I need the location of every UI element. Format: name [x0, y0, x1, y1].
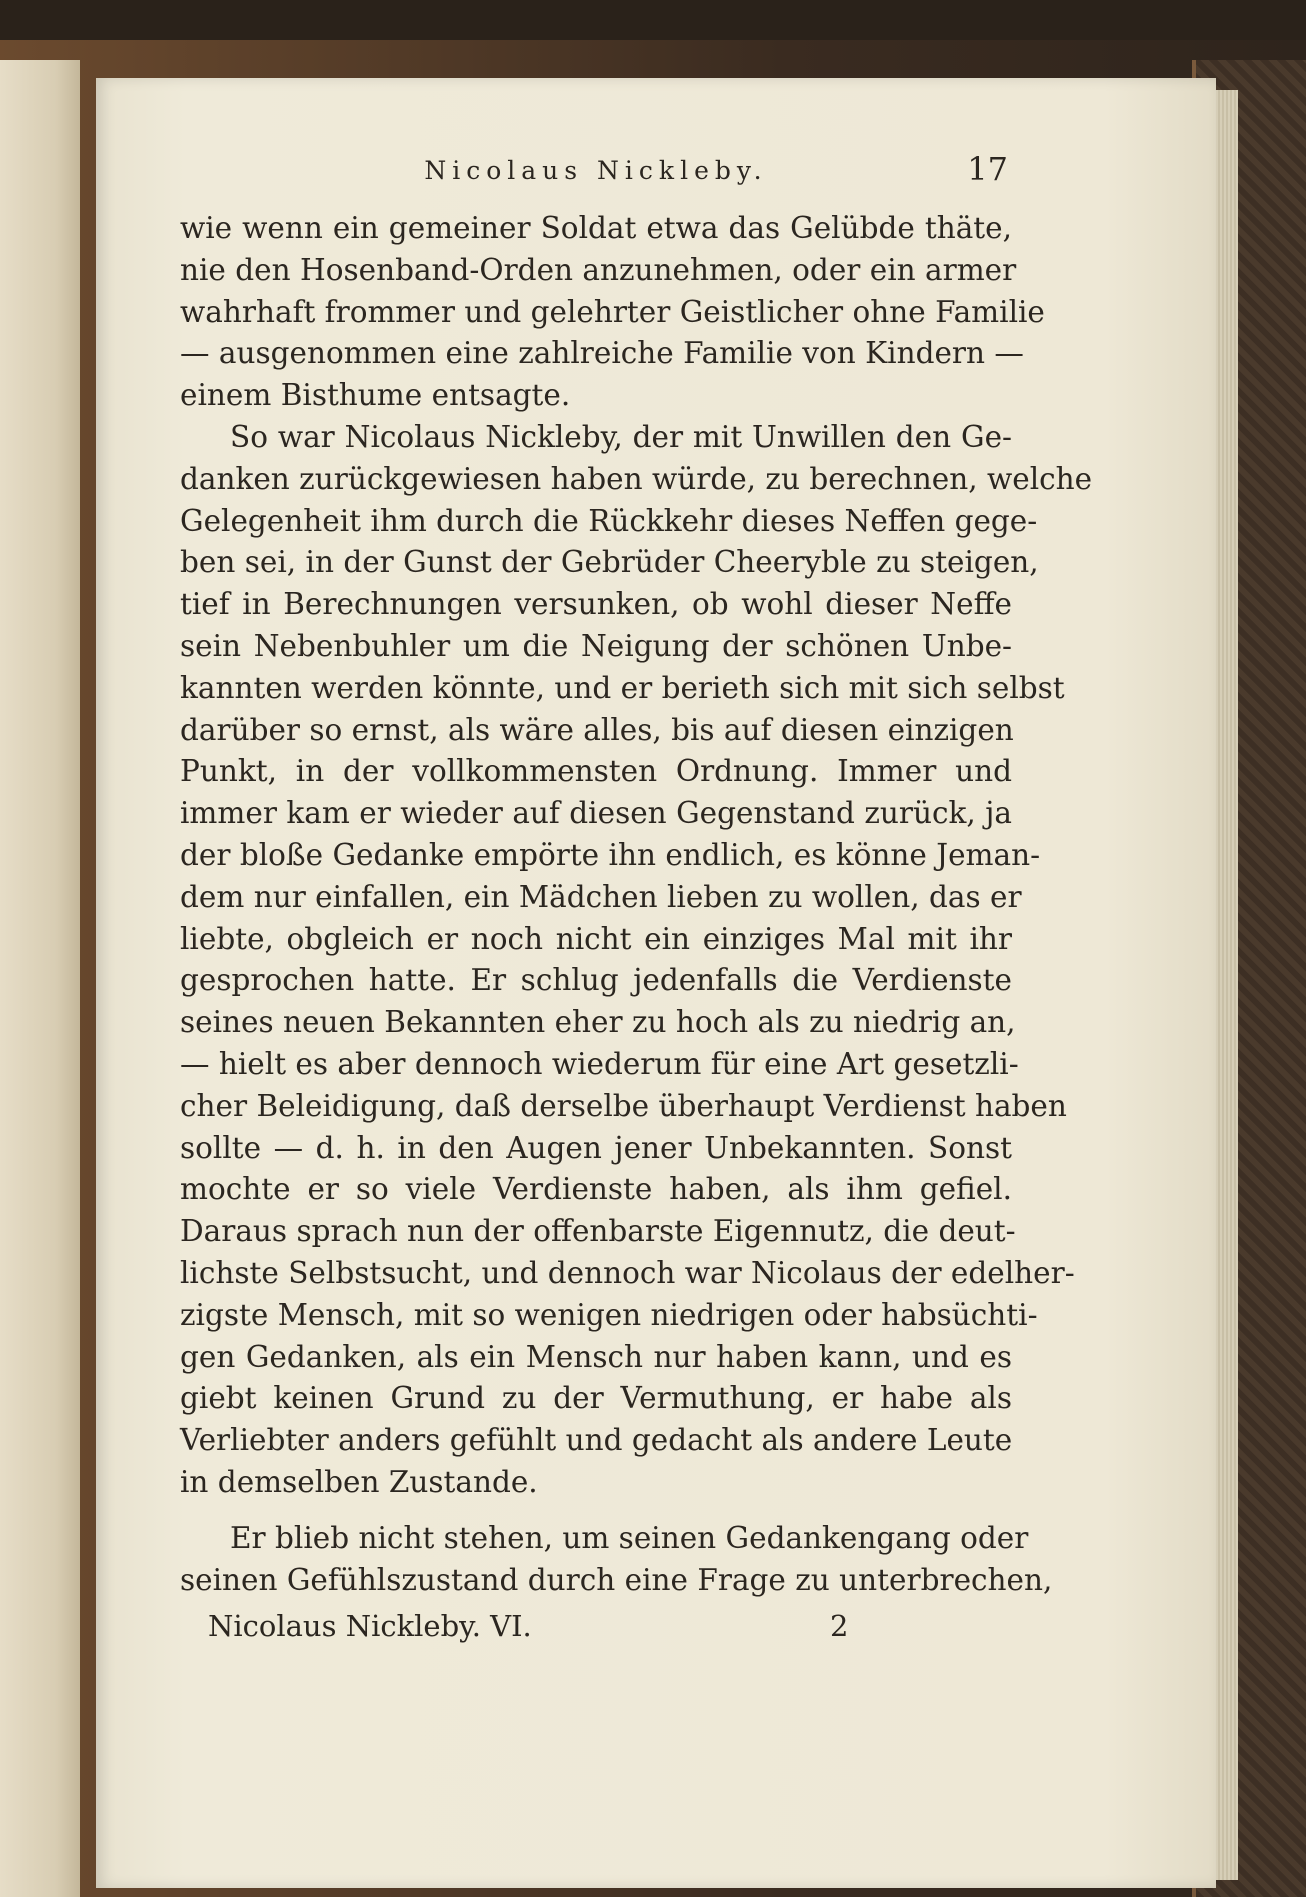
printer-signature: [180, 1609, 1012, 1653]
page-number: 17: [967, 150, 1008, 188]
text-line: ben sei, in der Gunst der Gebrüder Cheeryble zu steigen,: [180, 545, 1039, 580]
text-line: Verliebter anders gefühlt und gedacht als andere Leute: [180, 1423, 1013, 1458]
text-line: seinen Gefühlszustand durch eine Frage zu unterbrechen,: [180, 1562, 1053, 1597]
text-line: der bloße Gedanke empörte ihn endlich, es könne Jeman-: [180, 837, 1041, 872]
text-line: liebte, obgleich er noch nicht ein einziges Mal mit ihr: [180, 921, 1012, 956]
text-line: dem nur einfallen, ein Mädchen lieben zu wollen, das er: [180, 879, 1022, 914]
page-stack-edge: [1216, 90, 1238, 1880]
text-line: Punkt, in der vollkommensten Ordnung. Immer und: [180, 754, 1012, 789]
text-line: wie wenn ein gemeiner Soldat etwa das Gelübde thäte,: [180, 211, 1012, 245]
running-head: [180, 150, 1012, 200]
text-line: in demselben Zustande.: [180, 1464, 538, 1499]
body-text: [180, 208, 1093, 1601]
text-line: einem Bisthume entsagte.: [180, 378, 571, 413]
text-line: tief in Berechnungen versunken, ob wohl dieser Neffe: [180, 587, 1012, 622]
text-line: danken zurückgewiesen haben würde, zu berechnen, welche: [180, 461, 1093, 496]
text-line: immer kam er wieder auf diesen Gegenstand zurück, ja: [180, 796, 1012, 831]
text-line: lichste Selbstsucht, und dennoch war Nicolaus der edelher-: [180, 1255, 1075, 1290]
text-line: darüber so ernst, als wäre alles, bis auf diesen einzigen: [180, 712, 1014, 747]
text-line: nie den Hosenband-Orden anzunehmen, oder ein armer: [180, 252, 1017, 287]
running-title: Nicolaus Nickleby.: [424, 156, 768, 185]
text-line: So war Nicolaus Nickleby, der mit Unwillen den Ge-: [230, 419, 1012, 454]
text-line: Gelegenheit ihm durch die Rückkehr dieses Neffen gege-: [180, 503, 1038, 538]
signature-title: Nicolaus Nickleby. VI.: [208, 1609, 532, 1644]
text-line: mochte er so viele Verdienste haben, als ihm gefiel.: [180, 1172, 1012, 1207]
text-line: kannten werden könnte, und er berieth sich mit sich selbst: [180, 670, 1065, 705]
text-line: — ausgenommen eine zahlreiche Familie von Kindern —: [180, 336, 1024, 371]
text-line: seines neuen Bekannten eher zu hoch als zu niedrig an,: [180, 1005, 1016, 1040]
text-line: sollte — d. h. in den Augen jener Unbekannten. Sonst: [180, 1130, 1012, 1165]
text-line: gesprochen hatte. Er schlug jedenfalls die Verdienste: [180, 963, 1012, 998]
text-line: Daraus sprach nun der offenbarste Eigennutz, die deut-: [180, 1214, 1016, 1249]
text-line: sein Nebenbuhler um die Neigung der schönen Unbe-: [180, 628, 1012, 663]
text-line: — hielt es aber dennoch wiederum für eine Art gesetzli-: [180, 1046, 1019, 1081]
text-line: giebt keinen Grund zu der Vermuthung, er habe als: [180, 1381, 1012, 1416]
text-line: zigste Mensch, mit so wenigen niedrigen oder habsüchti-: [180, 1297, 1038, 1332]
text-line: Er blieb nicht stehen, um seinen Gedankengang oder: [230, 1520, 1029, 1555]
text-line: cher Beleidigung, daß derselbe überhaupt Verdienst haben: [180, 1088, 1067, 1123]
text-line: gen Gedanken, als ein Mensch nur haben kann, und es: [180, 1339, 1012, 1374]
facing-page-edge: [0, 60, 80, 1897]
signature-number: 2: [830, 1609, 849, 1644]
text-line: wahrhaft frommer und gelehrter Geistlicher ohne Familie: [180, 294, 1045, 329]
page-text-block: [180, 150, 1093, 1653]
